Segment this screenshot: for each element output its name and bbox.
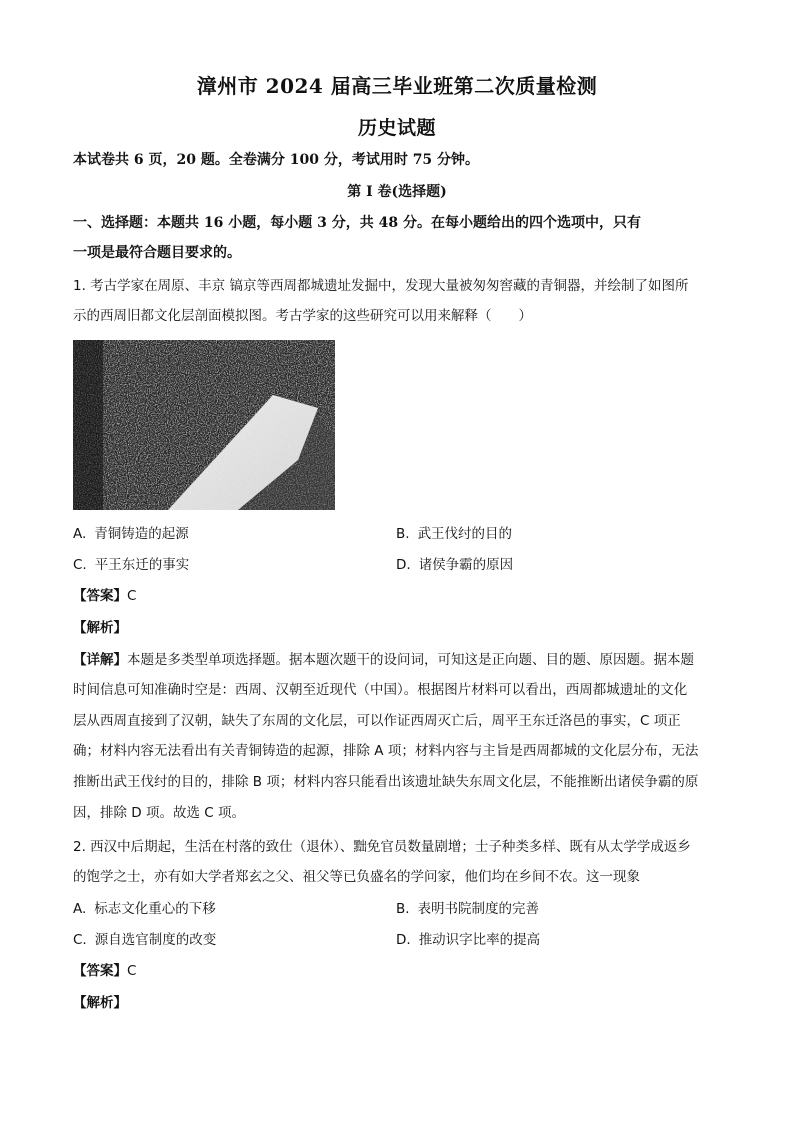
q1-analysis-label bbox=[73, 618, 127, 638]
option-key: A. bbox=[73, 901, 87, 917]
option-text: 源自选官制度的改变 bbox=[94, 932, 217, 948]
option-key: D. bbox=[396, 557, 411, 573]
section-instructions-line-2: 一项是最符合题目要求的。 bbox=[73, 245, 241, 261]
option-key: A. bbox=[73, 526, 87, 542]
analysis-label: 【解析】 bbox=[73, 620, 127, 636]
q1-detail-line-4: 确；材料内容无法看出有关青铜铸造的起源，排除 A 项；材料内容与主旨是西周都城的文化层分布，无法 bbox=[73, 743, 699, 759]
q2-option-a bbox=[73, 899, 216, 919]
option-key: B. bbox=[396, 526, 410, 542]
q1-answer bbox=[73, 586, 136, 606]
q2-answer bbox=[73, 961, 136, 981]
q2-option-b bbox=[396, 899, 539, 919]
q2-analysis-label bbox=[73, 993, 127, 1013]
option-text: 表明书院制度的完善 bbox=[417, 901, 540, 917]
answer-label: 【答案】 bbox=[73, 588, 127, 604]
q2-option-c bbox=[73, 930, 216, 950]
q1-detail-line-1 bbox=[73, 650, 723, 670]
option-text: 平王东迁的事实 bbox=[94, 557, 190, 573]
detail-label: 【详解】 bbox=[73, 652, 127, 668]
option-text: 标志文化重心的下移 bbox=[94, 901, 216, 917]
option-key: D. bbox=[396, 932, 411, 948]
detail-text: 本题是多类型单项选择题。据本题次题干的设问词，可知这是正向题、目的题、原因题。据本题 bbox=[127, 652, 694, 668]
q2-stem-line-2: 的饱学之士，亦有如大学者郑玄之父、祖父等已负盛名的学问家，他们均在乡间不农。这一现象 bbox=[73, 869, 640, 885]
option-key: C. bbox=[73, 932, 87, 948]
stratigraphy-image bbox=[73, 340, 335, 510]
option-text: 武王伐纣的目的 bbox=[417, 526, 513, 542]
answer-label: 【答案】 bbox=[73, 963, 127, 979]
q1-option-a bbox=[73, 524, 189, 544]
option-text: 青铜铸造的起源 bbox=[94, 526, 189, 542]
option-text: 诸侯争霸的原因 bbox=[418, 557, 514, 573]
answer-value: C bbox=[127, 588, 137, 604]
part-heading: 第 Ⅰ 卷(选择题) bbox=[347, 184, 447, 200]
answer-value: C bbox=[127, 963, 137, 979]
q1-stem-line-2: 示的西周旧都文化层剖面模拟图。考古学家的这些研究可以用来解释（ ） bbox=[73, 308, 532, 324]
exam-subtitle: 历史试题 bbox=[357, 117, 436, 139]
q2-option-d bbox=[396, 930, 540, 950]
option-key: C. bbox=[73, 557, 87, 573]
option-key: B. bbox=[396, 901, 410, 917]
q2-stem-line-1: 2. 西汉中后期起，生活在村落的致仕（退休）、黜免官员数量剧增；士子种类多样、既有从太学学成返乡 bbox=[73, 839, 691, 855]
analysis-label: 【解析】 bbox=[73, 995, 127, 1011]
exam-title: 漳州市 2024 届高三毕业班第二次质量检测 bbox=[196, 74, 598, 98]
q1-option-d bbox=[396, 555, 513, 575]
q1-option-b bbox=[396, 524, 512, 544]
option-text: 推动识字比率的提高 bbox=[418, 932, 541, 948]
section-instructions-line-1: 一、选择题：本题共 16 小题，每小题 3 分，共 48 分。在每小题给出的四个选项中，只有 bbox=[73, 215, 641, 231]
q1-detail-line-3: 层从西周直接到了汉朝，缺失了东周的文化层，可以作证西周灭亡后，周平王东迁洛邑的事实，C 项正 bbox=[73, 713, 681, 729]
q1-option-c bbox=[73, 555, 189, 575]
exam-intro: 本试卷共 6 页，20 题。全卷满分 100 分，考试用时 75 分钟。 bbox=[73, 152, 480, 168]
q1-detail-line-5: 推断出武王伐纣的目的，排除 B 项；材料内容只能看出该遗址缺失东周文化层，不能推断出诸侯争霸的原 bbox=[73, 774, 699, 790]
q1-detail-line-6: 因，排除 D 项。故选 C 项。 bbox=[73, 805, 245, 821]
q1-stratigraphy-figure bbox=[73, 340, 335, 510]
q1-stem-line-1: 1. 考古学家在周原、丰京 镐京等西周都城遗址发掘中，发现大量被匆匆窖藏的青铜器，并绘制了如图所 bbox=[73, 278, 689, 294]
q1-detail-line-2: 时间信息可知准确时空是：西周、汉朝至近现代（中国）。根据图片材料可以看出，西周都城遗址的文化 bbox=[73, 682, 688, 698]
